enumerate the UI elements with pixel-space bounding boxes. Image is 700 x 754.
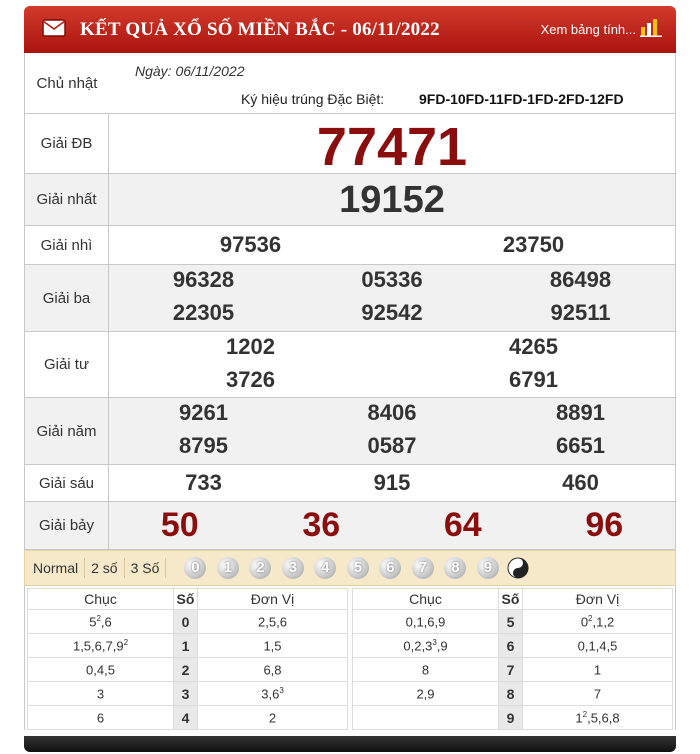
header-bar <box>24 6 676 53</box>
yin-yang-icon[interactable] <box>507 557 529 579</box>
prize-label: Giải nhất <box>25 174 109 225</box>
prize-number: 8891 <box>555 400 605 425</box>
prize-label: Giải ba <box>25 265 109 331</box>
prize-number: 19152 <box>339 179 445 221</box>
column-header-donvi: Đơn Vị <box>523 589 673 610</box>
digit-ball-6[interactable]: 6 <box>379 557 401 579</box>
prize-row-tu <box>25 332 675 398</box>
loto-chuc-cell: $5^2,6$ <box>28 610 174 634</box>
mode-2-digit-button[interactable]: 2 số <box>85 558 124 578</box>
prize-number: 8795 <box>179 433 228 458</box>
prize-row-nhat <box>25 174 675 226</box>
digit-ball-9[interactable]: 9 <box>477 557 499 579</box>
loto-donvi-cell: 6,8 <box>198 658 348 682</box>
loto-chuc-cell: 0,1,6,9 <box>353 610 499 634</box>
prize-row-sau <box>25 465 675 502</box>
digit-ball-8[interactable]: 8 <box>444 557 466 579</box>
digit-ball-0[interactable]: 0 <box>184 557 206 579</box>
loto-row <box>28 658 348 682</box>
loto-row <box>353 634 673 658</box>
prize-number: 460 <box>562 470 599 495</box>
loto-row <box>353 682 673 706</box>
prize-row-db <box>25 114 675 177</box>
prize-label: Giải năm <box>25 398 109 464</box>
prize-number: 86498 <box>549 267 612 292</box>
prize-label: Giải ĐB <box>25 114 109 173</box>
digit-ball-4[interactable]: 4 <box>314 557 336 579</box>
loto-so-cell: 9 <box>499 706 523 730</box>
digit-ball-7[interactable]: 7 <box>412 557 434 579</box>
column-header-donvi: Đơn Vị <box>198 589 348 610</box>
prize-number: 64 <box>443 506 482 544</box>
loto-so-cell: 0 <box>174 610 198 634</box>
loto-row <box>28 682 348 706</box>
prize-number: 36 <box>302 506 341 544</box>
loto-chuc-cell <box>353 706 499 730</box>
results-table <box>24 53 676 550</box>
loto-chuc-cell: 3 <box>28 682 174 706</box>
prize-row-nam <box>25 398 675 465</box>
loto-row <box>28 634 348 658</box>
loto-row <box>353 610 673 634</box>
column-header-so: Số <box>174 589 198 610</box>
loto-donvi-cell: 0,1,4,5 <box>523 634 673 658</box>
prize-number: 4265 <box>509 334 558 359</box>
header-title: KẾT QUẢ XỔ SỐ MIỀN BẮC - 06/11/2022 <box>80 19 440 40</box>
loto-chuc-cell: 0,2,3$^3$,9 <box>353 634 499 658</box>
loto-donvi-cell: $1^2,5,6,8$ <box>523 706 673 730</box>
loto-row <box>353 658 673 682</box>
prize-number: 96328 <box>172 267 235 292</box>
loto-so-cell: 8 <box>499 682 523 706</box>
prize-number: 915 <box>373 470 411 495</box>
prize-number: 3726 <box>226 367 275 392</box>
loto-chuc-cell: 1,5,6,7,9$^2$ <box>28 634 174 658</box>
prize-number: 733 <box>185 470 222 495</box>
loto-donvi-cell: 1 <box>523 658 673 682</box>
mail-icon <box>42 19 66 37</box>
prize-number: 0587 <box>367 433 417 458</box>
loto-so-cell: 1 <box>174 634 198 658</box>
loto-donvi-cell: 1,5 <box>198 634 348 658</box>
prize-number: 23750 <box>502 232 565 257</box>
loto-donvi-cell: 2 <box>198 706 348 730</box>
digit-filter-balls <box>184 557 529 579</box>
draw-date: Ngày: 06/11/2022 <box>135 63 245 79</box>
prize-number: 96 <box>585 506 624 544</box>
prize-row-bay <box>25 502 675 550</box>
prize-row-nhi <box>25 226 675 265</box>
loto-table-right <box>352 588 673 730</box>
special-prize-number: 77471 <box>316 117 468 177</box>
loto-donvi-cell: $0^2,1,2$ <box>523 610 673 634</box>
prize-label: Giải nhì <box>25 226 109 264</box>
loto-donvi-cell: 7 <box>523 682 673 706</box>
prize-number: 6791 <box>509 367 558 392</box>
digit-ball-2[interactable]: 2 <box>249 557 271 579</box>
column-header-chuc: Chục <box>353 589 499 610</box>
loto-chuc-cell: 0,4,5 <box>28 658 174 682</box>
day-label: Chủ nhật <box>36 74 98 92</box>
loto-so-cell: 6 <box>499 634 523 658</box>
prize-number: 6651 <box>555 433 605 458</box>
prize-row-ba <box>25 265 675 332</box>
prize-label: Giải bảy <box>25 502 109 549</box>
mode-3-digit-button[interactable]: 3 Số <box>125 558 167 578</box>
footer-bar <box>24 736 676 752</box>
loto-donvi-cell: $3,6^3$ <box>198 682 348 706</box>
view-table-link[interactable]: Xem bảng tính... <box>540 22 636 37</box>
digit-ball-5[interactable]: 5 <box>347 557 369 579</box>
prize-number: 97536 <box>219 232 282 257</box>
loto-row <box>28 706 348 730</box>
lottery-result-widget <box>24 6 676 752</box>
mode-normal-button[interactable]: Normal <box>25 558 85 578</box>
loto-so-cell: 3 <box>174 682 198 706</box>
loto-chuc-cell: 8 <box>353 658 499 682</box>
prize-label: Giải tư <box>25 332 109 397</box>
loto-chuc-cell: 6 <box>28 706 174 730</box>
loto-donvi-cell: 2,5,6 <box>198 610 348 634</box>
loto-row <box>28 610 348 634</box>
prize-number: 22305 <box>172 300 235 325</box>
loto-so-cell: 5 <box>499 610 523 634</box>
loto-table-left <box>27 588 348 730</box>
loto-tables <box>24 586 676 730</box>
column-header-chuc: Chục <box>28 589 174 610</box>
loto-row <box>353 706 673 730</box>
prize-number: 9261 <box>179 400 228 425</box>
loto-so-cell: 7 <box>499 658 523 682</box>
prize-number: 05336 <box>361 267 423 292</box>
display-mode-bar <box>24 550 676 586</box>
prize-number: 92511 <box>550 300 611 325</box>
loto-so-cell: 4 <box>174 706 198 730</box>
bar-chart-icon[interactable] <box>640 17 662 37</box>
digit-ball-3[interactable]: 3 <box>282 557 304 579</box>
prize-number: 50 <box>160 506 199 544</box>
special-code-value: 9FD-10FD-11FD-1FD-2FD-12FD <box>419 91 624 107</box>
prize-number: 92542 <box>361 300 423 325</box>
prize-number: 1202 <box>226 334 275 359</box>
loto-chuc-cell: 2,9 <box>353 682 499 706</box>
digit-ball-1[interactable]: 1 <box>217 557 239 579</box>
loto-so-cell: 2 <box>174 658 198 682</box>
prize-label: Giải sáu <box>25 465 109 501</box>
column-header-so: Số <box>499 589 523 610</box>
special-code-label: Ký hiệu trúng Đặc Biệt: <box>241 91 385 107</box>
date-row <box>25 53 675 114</box>
prize-number: 8406 <box>367 400 417 425</box>
